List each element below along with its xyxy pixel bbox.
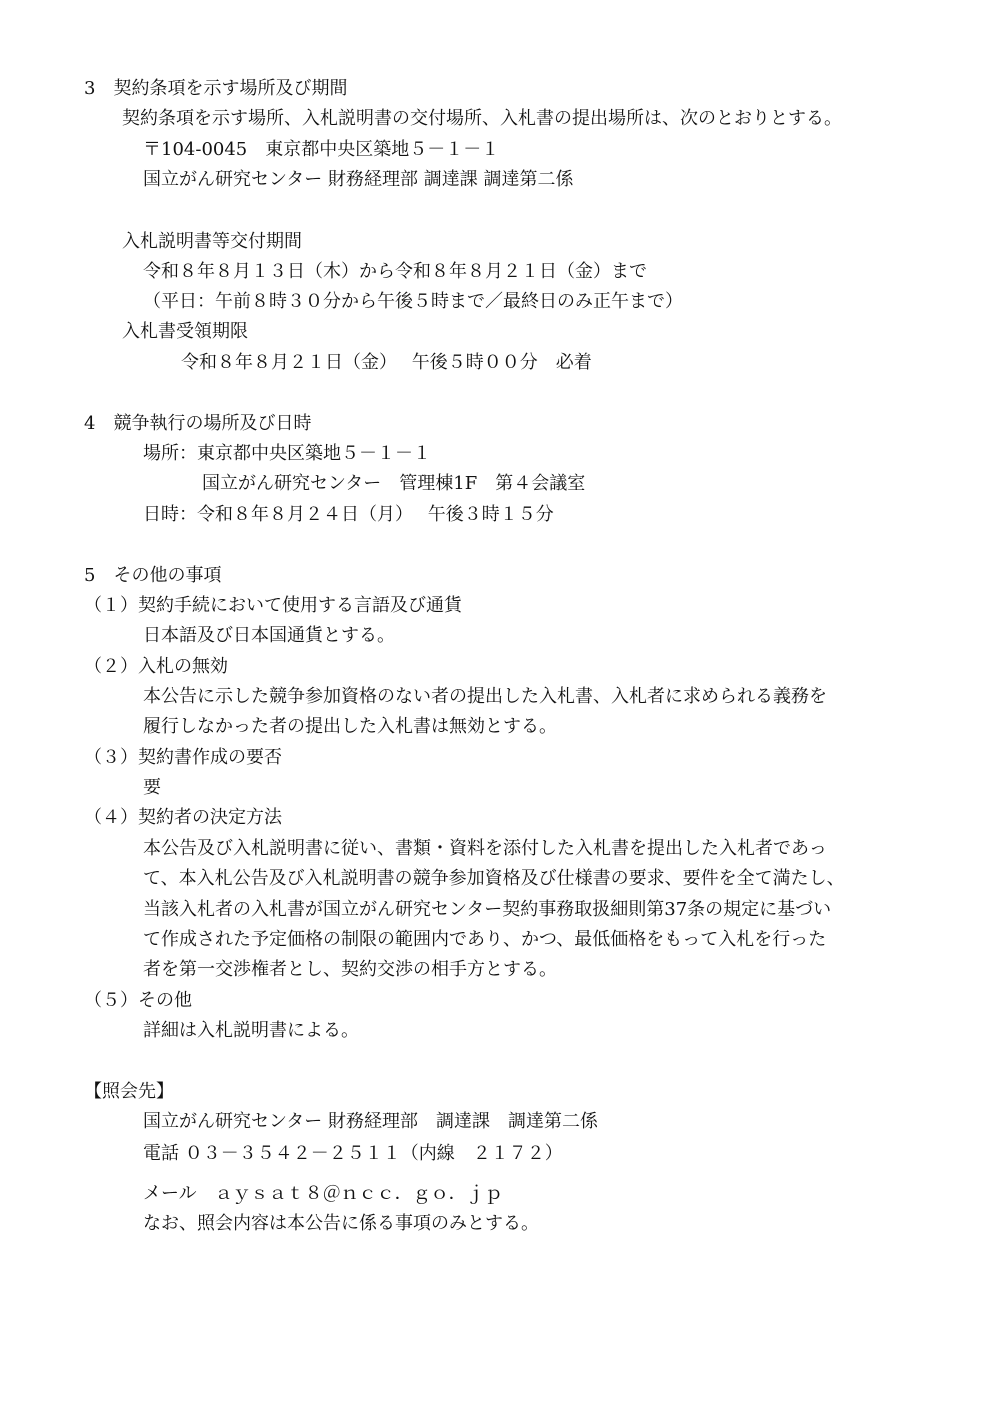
item-2-body-line: 履行しなかった者の提出した入札書は無効とする。 bbox=[143, 716, 557, 737]
item-4-body-line: て、本入札公告及び入札説明書の競争参加資格及び仕様書の要求、要件を全て満たし、 bbox=[143, 868, 845, 889]
contact-heading: 【照会先】 bbox=[84, 1081, 174, 1102]
bid-deadline-label: 入札書受領期限 bbox=[122, 321, 248, 342]
item-3-body: 要 bbox=[143, 777, 161, 798]
item-1-body: 日本語及び日本国通貨とする。 bbox=[143, 625, 395, 646]
contact-note: なお、照会内容は本公告に係る事項のみとする。 bbox=[143, 1213, 539, 1234]
item-5-body: 詳細は入札説明書による。 bbox=[143, 1020, 359, 1041]
item-2-body-line: 本公告に示した競争参加資格のない者の提出した入札書、入札者に求められる義務を bbox=[143, 686, 827, 707]
section-3-intro: 契約条項を示す場所、入札説明書の交付場所、入札書の提出場所は、次のとおりとする。 bbox=[122, 108, 842, 129]
issue-period-hours: （平日：午前８時３０分から午後５時まで／最終日のみ正午まで） bbox=[143, 291, 683, 312]
contact-office: 国立がん研究センター 財務経理部 調達課 調達第二係 bbox=[143, 1111, 598, 1132]
item-4-body-line: 者を第一交渉権者とし、契約交渉の相手方とする。 bbox=[143, 959, 557, 980]
section-3-heading: 3 契約条項を示す場所及び期間 bbox=[84, 78, 348, 99]
item-4-title: （４）契約者の決定方法 bbox=[84, 807, 282, 828]
section-3-address: 〒104-0045 東京都中央区築地５－１－１ bbox=[143, 139, 500, 160]
item-3-title: （３）契約書作成の要否 bbox=[84, 747, 282, 768]
contact-phone: 電話 ０３－３５４２－２５１１（内線 ２１７２） bbox=[143, 1143, 563, 1164]
section-4-place: 場所：東京都中央区築地５－１－１ bbox=[143, 443, 431, 464]
item-4-body-line: 当該入札者の入札書が国立がん研究センター契約事務取扱細則第37条の規定に基づい bbox=[143, 899, 832, 920]
item-1-title: （１）契約手続において使用する言語及び通貨 bbox=[84, 595, 462, 616]
item-5-title: （５）その他 bbox=[84, 990, 192, 1011]
item-2-title: （２）入札の無効 bbox=[84, 656, 228, 677]
section-5-heading: 5 その他の事項 bbox=[84, 565, 222, 586]
section-4-datetime: 日時：令和８年８月２４日（月） 午後３時１５分 bbox=[143, 504, 554, 525]
issue-period-label: 入札説明書等交付期間 bbox=[122, 231, 302, 252]
item-4-body-line: て作成された予定価格の制限の範囲内であり、かつ、最低価格をもって入札を行った bbox=[143, 929, 827, 950]
bid-deadline-value: 令和８年８月２１日（金） 午後５時００分 必着 bbox=[181, 352, 592, 373]
issue-period-dates: 令和８年８月１３日（木）から令和８年８月２１日（金）まで bbox=[143, 261, 647, 282]
section-3-office: 国立がん研究センター 財務経理部 調達課 調達第二係 bbox=[143, 169, 574, 190]
section-4-heading: 4 競争執行の場所及び日時 bbox=[84, 413, 312, 434]
contact-email[interactable]: メール ａｙｓａｔ８＠ｎｃｃ．ｇｏ．ｊｐ bbox=[143, 1183, 503, 1204]
section-4-place-room: 国立がん研究センター 管理棟1F 第４会議室 bbox=[202, 473, 586, 494]
item-4-body-line: 本公告及び入札説明書に従い、書類・資料を添付した入札書を提出した入札者であっ bbox=[143, 838, 827, 859]
